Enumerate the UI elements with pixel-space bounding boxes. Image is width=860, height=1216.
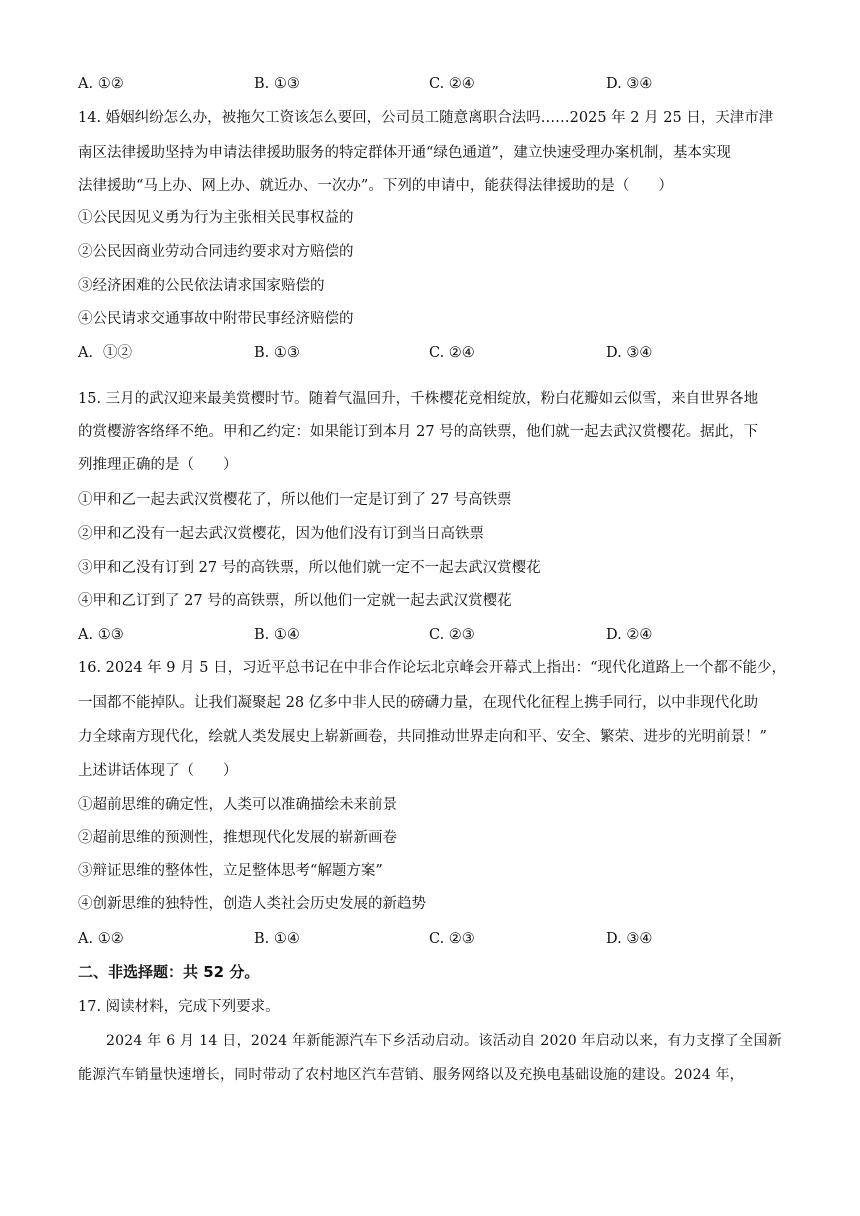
- q15-stem-line-1: 15. 三月的武汉迎来最美赏樱时节。随着气温回升，千株樱花竞相绽放，粉白花瓣如云似雪，来自世界各地: [78, 391, 759, 407]
- q15-stem-line-3: 列推理正确的是（ ）: [78, 457, 238, 473]
- q14-stem-line-3: 法律援助“马上办、网上办、就近办、一次办”。下列的申请中，能获得法律援助的是（ ）: [78, 178, 673, 194]
- q16-item-3: ③辩证思维的整体性，立足整体思考“解题方案”: [78, 863, 383, 879]
- q13-option-a: A. ①②: [78, 76, 124, 92]
- q14-options: [78, 343, 798, 363]
- q13-option-b: B. ①③: [254, 76, 300, 92]
- q16-stem-line-2: 一国都不能掉队。让我们凝聚起 28 亿多中非人民的磅礴力量，在现代化征程上携手同行，以中非现代化助: [78, 695, 759, 711]
- q15-option-a: A. ①③: [78, 627, 124, 643]
- q16-stem-line-1: 16. 2024 年 9 月 5 日，习近平总书记在中非合作论坛北京峰会开幕式上指出：“现代化道路上一个都不能少，: [78, 660, 786, 676]
- q16-option-d: D. ③④: [606, 931, 653, 947]
- q16-option-b: B. ①④: [254, 931, 300, 947]
- q14-item-1: ①公民因见义勇为行为主张相关民事权益的: [78, 210, 354, 226]
- q14-option-c: C. ②④: [429, 345, 475, 361]
- q14-option-a: A．①②: [78, 345, 132, 361]
- q13-option-c: C. ②④: [429, 76, 475, 92]
- q16-item-2: ②超前思维的预测性，推想现代化发展的崭新画卷: [78, 830, 397, 846]
- q14-stem-line-2: 南区法律援助坚持为申请法律援助服务的特定群体开通“绿色通道”，建立快速受理办案机制，基本实现: [78, 145, 731, 161]
- q16-option-a: A. ①②: [78, 931, 124, 947]
- q14-item-3: ③经济困难的公民依法请求国家赔偿的: [78, 278, 325, 294]
- q14-item-4: ④公民请求交通事故中附带民事经济赔偿的: [78, 311, 354, 327]
- q16-options: [78, 929, 798, 949]
- q14-item-2: ②公民因商业劳动合同违约要求对方赔偿的: [78, 244, 354, 260]
- q15-item-3: ③甲和乙没有订到 27 号的高铁票，所以他们就一定不一起去武汉赏樱花: [78, 560, 541, 576]
- q14-option-d: D. ③④: [606, 345, 653, 361]
- q13-option-d: D. ③④: [606, 76, 653, 92]
- q16-item-1: ①超前思维的确定性，人类可以准确描绘未来前景: [78, 797, 397, 813]
- q16-stem-line-4: 上述讲话体现了（ ）: [78, 763, 238, 779]
- q16-stem-line-3: 力全球南方现代化，绘就人类发展史上崭新画卷，共同推动世界走向和平、安全、繁荣、进步的光明前景！”: [78, 729, 767, 745]
- q15-option-c: C. ②③: [429, 627, 475, 643]
- q15-option-b: B. ①④: [254, 627, 300, 643]
- q14-stem-line-1: 14. 婚姻纠纷怎么办，被拖欠工资该怎么要回，公司员工随意离职合法吗……2025 年 2 月 25 日，天津市津: [78, 110, 774, 126]
- q13-options: [78, 74, 798, 94]
- q16-item-4: ④创新思维的独特性，创造人类社会历史发展的新趋势: [78, 896, 426, 912]
- q15-option-d: D. ②④: [606, 627, 653, 643]
- q16-option-c: C. ②③: [429, 931, 475, 947]
- q17-material-paragraph: 2024 年 6 月 14 日，2024 年新能源汽车下乡活动启动。该活动自 2020 年启动以来，有力支撑了全国新能源汽车销量快速增长，同时带动了农村地区汽车营销、服务网络以及充换电基础设施的建设。2024 年，: [78, 1033, 782, 1083]
- q15-item-1: ①甲和乙一起去武汉赏樱花了，所以他们一定是订到了 27 号高铁票: [78, 492, 512, 508]
- q14-option-b: B. ①③: [254, 345, 300, 361]
- q15-item-4: ④甲和乙订到了 27 号的高铁票，所以他们一定就一起去武汉赏樱花: [78, 593, 512, 609]
- section-heading: 二、非选择题：共 52 分。: [78, 963, 260, 981]
- q17-stem: 17. 阅读材料，完成下列要求。: [78, 999, 280, 1015]
- q15-item-2: ②甲和乙没有一起去武汉赏樱花，因为他们没有订到当日高铁票: [78, 526, 484, 542]
- q15-stem-line-2: 的赏樱游客络绎不绝。甲和乙约定：如果能订到本月 27 号的高铁票，他们就一起去武汉赏樱花。据此，下: [78, 424, 759, 440]
- q15-options: [78, 625, 798, 645]
